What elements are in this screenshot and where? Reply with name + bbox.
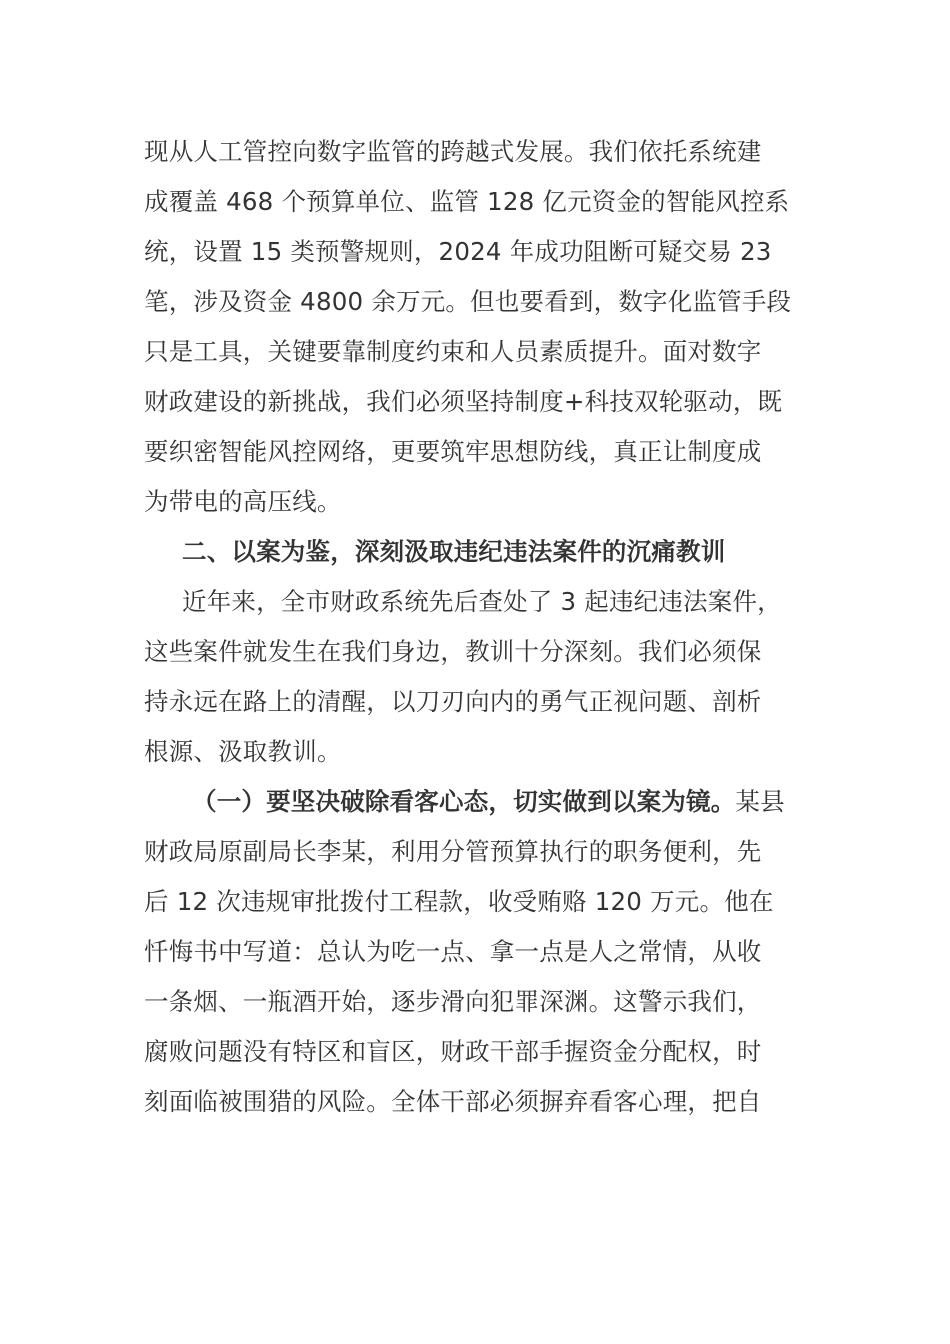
section-heading: 二、以案为鉴，深刻汲取违纪违法案件的沉痛教训: [182, 537, 726, 566]
subsection-first-line-rest: 某县: [735, 787, 785, 816]
paragraph-line: 现从人工管控向数字监管的跨越式发展。我们依托系统建: [144, 137, 762, 166]
subsection-first-line: [144, 777, 808, 827]
subsection-heading: （一）要坚决破除看客心态，切实做到以案为镜。: [192, 787, 736, 816]
subsection-line: 后 12 次违规审批拨付工程款，收受贿赂 120 万元。他在: [144, 887, 774, 916]
document-body: [144, 127, 808, 1127]
paragraph-line: 财政建设的新挑战，我们必须坚持制度+科技双轮驱动，既: [144, 387, 783, 416]
section-intro-line: 近年来，全市财政系统先后查处了 3 起违纪违法案件，: [182, 587, 782, 616]
paragraph-line: 笔，涉及资金 4800 余万元。但也要看到，数字化监管手段: [144, 287, 792, 316]
section-intro-line: 根源、汲取教训。: [144, 737, 342, 766]
subsection-line: 一条烟、一瓶酒开始，逐步滑向犯罪深渊。这警示我们，: [144, 987, 762, 1016]
section-intro-line: 持永远在路上的清醒，以刀刃向内的勇气正视问题、剖析: [144, 687, 762, 716]
subsection-line: 忏悔书中写道：总认为吃一点、拿一点是人之常情，从收: [144, 937, 762, 966]
paragraph-line: 只是工具，关键要靠制度约束和人员素质提升。面对数字: [144, 337, 762, 366]
subsection-line: 财政局原副局长李某，利用分管预算执行的职务便利，先: [144, 837, 762, 866]
paragraph-line: 成覆盖 468 个预算单位、监管 128 亿元资金的智能风控系: [144, 187, 790, 216]
paragraph-line: 为带电的高压线。: [144, 487, 342, 516]
section-intro-line: 这些案件就发生在我们身边，教训十分深刻。我们必须保: [144, 637, 762, 666]
paragraph-line: 要织密智能风控网络，更要筑牢思想防线，真正让制度成: [144, 437, 762, 466]
subsection-line: 刻面临被围猎的风险。全体干部必须摒弃看客心理，把自: [144, 1087, 762, 1116]
subsection-line: 腐败问题没有特区和盲区，财政干部手握资金分配权，时: [144, 1037, 762, 1066]
paragraph-line: 统，设置 15 类预警规则，2024 年成功阻断可疑交易 23: [144, 237, 772, 266]
